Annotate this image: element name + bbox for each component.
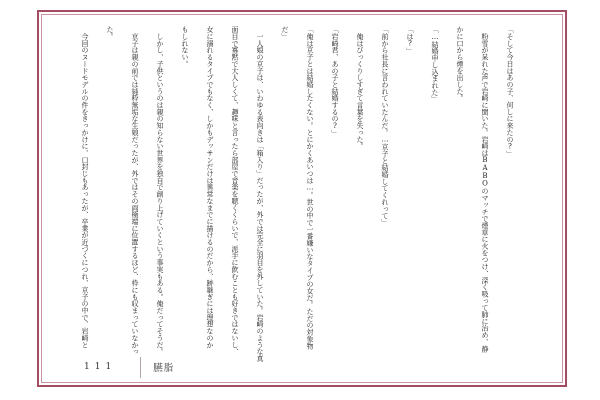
text-column: しかし、子供というのは親の知らない世界を独自で創り上げていくという事実もある。俺だってそうだ。 bbox=[156, 26, 164, 355]
text-column: 「前から社長に言われていたんだ。…京子と結婚してくれって」 bbox=[381, 26, 389, 226]
text-column: 女に溺れるタイプでもなく、しかもデッサンだけは異常なまでに描けるのだから、跡継ぎには理想なのか bbox=[206, 26, 214, 348]
text-column: 面目で寡黙で大人しくて、趣味と言ったら部屋で音楽を聴くくらいで、派手に飲むことも好きではないし、 bbox=[231, 26, 239, 355]
text-column: 「岩崎君、あの子と結婚するの?」 bbox=[331, 26, 339, 137]
text-column: 「は?」 bbox=[406, 26, 414, 55]
page-frame-inner bbox=[41, 14, 563, 383]
text-column: 「…結婚申し込まれた」 bbox=[431, 26, 439, 103]
page-number: 111 bbox=[84, 362, 117, 372]
text-column: だ」 bbox=[281, 26, 289, 40]
text-column: た。 bbox=[106, 26, 114, 40]
text-column: 俺はびっくりしすぎて言葉を失った。 bbox=[356, 26, 364, 150]
page-frame-outer bbox=[37, 10, 567, 387]
text-column: かに口から煙を出した。 bbox=[456, 26, 464, 102]
text-column: 京子は親の前では純粋無垢な生娘だったが、外ではその両極端に位置するほど、枠にも収まっていなかっ bbox=[131, 26, 139, 355]
footer-divider bbox=[140, 357, 141, 378]
body-text bbox=[64, 26, 522, 364]
text-column: 「そして今日はあの子、何しに来たの?」 bbox=[506, 26, 514, 158]
text-column: 一人娘の京子は、いわゆる表向きは「箱入り」だったが、外では完全に羽目を外していた。岩崎のような真 bbox=[256, 26, 264, 362]
text-column: 粉雪が呆れた声で岩崎に聞いた。岩崎はBABOのマッチで煙草に火をつけ、深く吸って肺に治め、静 bbox=[481, 26, 489, 352]
text-column: 「俺は京子とは結婚したくない。とにかくあいつは…。世の中で一番嫌いなタイプの女だ。ただの対象物 bbox=[306, 26, 314, 349]
text-column: もしれない。 bbox=[181, 26, 189, 68]
page-footer bbox=[84, 355, 174, 379]
text-column: 今回のヌードモデルの件をきっかけに、口封じもあったが、卒業が近づくにつれ、京子の中で、岩崎と bbox=[81, 26, 89, 348]
chapter-title: 臙脂 bbox=[153, 363, 175, 374]
